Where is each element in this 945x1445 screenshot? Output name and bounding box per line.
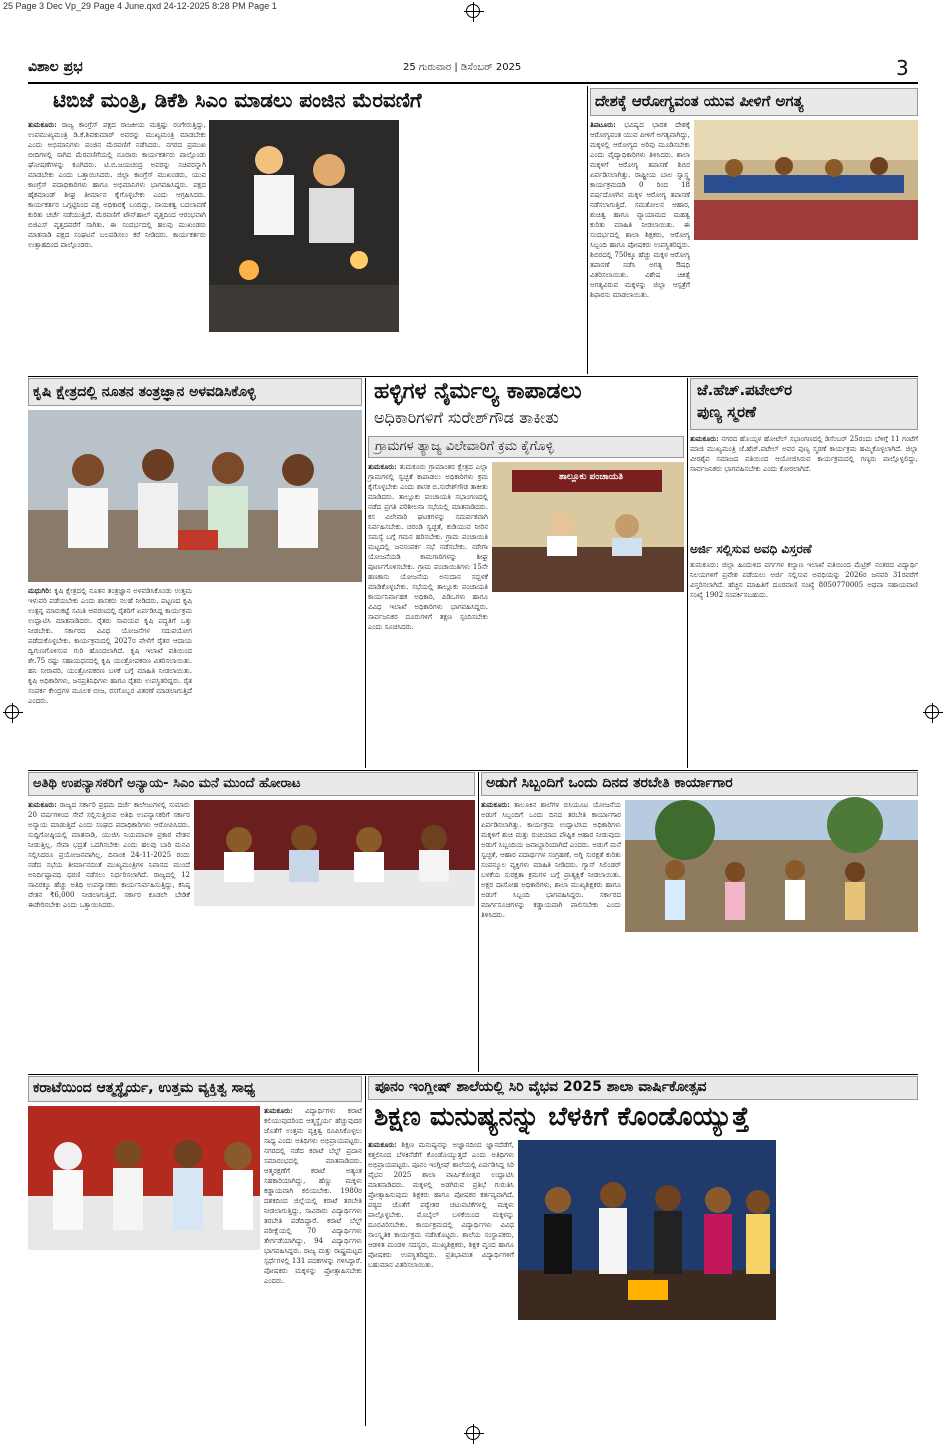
story-karate — [28, 1076, 362, 1426]
story-healthy-youth — [590, 86, 918, 374]
story-patel-remembrance — [690, 378, 918, 768]
story-body-right — [198, 586, 362, 766]
news-photo — [694, 120, 918, 240]
story-agri-technology — [28, 378, 362, 768]
page-number: 3 — [896, 56, 909, 80]
story-body: ತುಮಕೂರು: ನಗರದ ಹೊಯ್ಸಳ ಹೋಟೆಲ್ ಸಭಾಂಗಣದಲ್ಲಿ ಡಿಸೆಂಬರ್ 25ರಂದು ಬೆಳಿಗ್ಗೆ 11 ಗಂಟೆಗೆ ಮಾಜಿ ಮುಖ್ಯಮಂತ್ರಿ ಜೆ.ಹೆಚ್.ಪಟೇಲ್ ಅವರ ಪುಣ್ಯ ಸ್ಮರಣೆ ಕಾರ್ಯಕ್ರಮ ಹಮ್ಮಿಕೊಳ್ಳಲಾಗಿದೆ. ಜಿಲ್ಲಾ ವೀರಶೈವ ಸಮಾಜದ ವತಿಯಿಂದ ಆಯೋಜಿಸಿರುವ ಕಾರ್ಯಕ್ರಮದಲ್ಲಿ ಗಣ್ಯರು ಪಾಲ್ಗೊಳ್ಳಲಿದ್ದು, ಸಾರ್ವಜನಿಕರು ಭಾಗವಹಿಸಬೇಕು ಎಂದು ಕೋರಲಾಗಿದೆ. — [690, 434, 918, 473]
story-body-cont — [209, 336, 399, 372]
registration-mark-icon — [5, 705, 19, 719]
story-headline: ಕರಾಟೆಯಿಂದ ಆತ್ಮಸ್ಥೈರ್ಯ, ಉತ್ತಮ ವ್ಯಕ್ತಿತ್ವ ಸಾಧ್ಯ — [28, 1076, 362, 1102]
story-body-cont — [492, 596, 586, 766]
story-body-right — [780, 1140, 918, 1424]
story-body-cont3 — [650, 1324, 776, 1424]
registration-mark-icon — [466, 1426, 480, 1440]
story-body-right — [198, 1254, 362, 1424]
story-body: ತುಮಕೂರು: ತುಮಕೂರು ಗ್ರಾಮಾಂತರ ಕ್ಷೇತ್ರದ ಎಲ್ಲಾ ಗ್ರಾಮಗಳಲ್ಲಿ ಸ್ವಚ್ಛತೆ ಕಾಪಾಡಲು ಅಧಿಕಾರಿಗಳು ಕ್ರಮ ಕೈಗೊಳ್ಳಬೇಕು ಎಂದು ಶಾಸಕ ಬಿ.ಸುರೇಶ್‌ಗೌಡ ತಾಕೀತು ಮಾಡಿದರು. ತಾಲ್ಲೂಕು ಪಂಚಾಯತಿ ಸಭಾಂಗಣದಲ್ಲಿ ನಡೆದ ಪ್ರಗತಿ ಪರಿಶೀಲನಾ ಸಭೆಯಲ್ಲಿ ಮಾತನಾಡಿದರು. ಕಸ ವಿಲೇವಾರಿ ಘಟಕಗಳನ್ನು ಸಮರ್ಪಕವಾಗಿ ನಿರ್ವಹಿಸಬೇಕು. ಚರಂಡಿ ಸ್ವಚ್ಛತೆ, ಕುಡಿಯುವ ನೀರಿನ ಸಮಸ್ಯೆ ಬಗ್ಗೆ ಗಮನ ಹರಿಸಬೇಕು. ಗ್ರಾಮ ಪಂಚಾಯಿತಿ ಮಟ್ಟದಲ್ಲಿ ಜನಸಂಪರ್ಕ ಸಭೆ ನಡೆಸಬೇಕು. ನರೇಗಾ ಯೋಜನೆಯಡಿ ಕಾಮಗಾರಿಗಳನ್ನು ಶೀಘ್ರ ಪೂರ್ಣಗೊಳಿಸಬೇಕು. ಗ್ರಾಮ ಪಂಚಾಯಿತಿಗಳು 15ನೇ ಹಣಕಾಸು ಯೋಜನೆಯ ಅನುದಾನ ಸದ್ಬಳಕೆ ಮಾಡಿಕೊಳ್ಳಬೇಕು. ಸಭೆಯಲ್ಲಿ ತಾಲ್ಲೂಕು ಪಂಚಾಯತಿ ಕಾರ್ಯನಿರ್ವಾಹಕ ಅಧಿಕಾರಿ, ಪಿಡಿಒಗಳು ಹಾಗೂ ವಿವಿಧ ಇಲಾಖೆ ಅಧಿಕಾರಿಗಳು ಭಾಗವಹಿಸಿದ್ದರು. ಸಾರ್ವಜನಿಕರ ದೂರುಗಳಿಗೆ ತಕ್ಷಣ ಸ್ಪಂದಿಸಬೇಕು ಎಂದು ಸೂಚಿಸಿದರು. — [368, 462, 488, 631]
story-torchlight-procession — [28, 86, 584, 374]
story-subhead: ಗ್ರಾಮಗಳ ತ್ಯಾಜ್ಯ ವಿಲೇವಾರಿಗೆ ಕ್ರಮ ಕೈಗೊಳ್ಳಿ — [368, 436, 684, 458]
paper-name: ವಿಶಾಲ ಪ್ರಭ — [28, 59, 83, 75]
story-headline-main: ಶಿಕ್ಷಣ ಮನುಷ್ಯನನ್ನು ಬೆಳಕಿಗೆ ಕೊಂಡೊಯ್ಯುತ್ತೆ — [374, 1102, 750, 1132]
story-headline-line2: ಅಧಿಕಾರಿಗಳಿಗೆ ಸುರೇಶ್‌ಗೌಡ ತಾಕೀತು — [374, 408, 559, 427]
story-body-2: ತುಮಕೂರು: ಜಿಲ್ಲಾ ಹಿಂದುಳಿದ ವರ್ಗಗಳ ಕಲ್ಯಾಣ ಇಲಾಖೆ ವತಿಯಿಂದ ಮೆಟ್ರಿಕ್ ನಂತರದ ವಿದ್ಯಾರ್ಥಿ ನಿಲಯಗಳಿಗೆ ಪ್ರವೇಶ ಪಡೆಯಲು ಅರ್ಜಿ ಸಲ್ಲಿಸುವ ಅವಧಿಯನ್ನು 2026ರ ಜನವರಿ 31ರವರೆಗೆ ವಿಸ್ತರಿಸಲಾಗಿದೆ. ಹೆಚ್ಚಿನ ಮಾಹಿತಿಗೆ ದೂರವಾಣಿ ಸಂಖ್ಯೆ 8050770005 ಅಥವಾ ಸಹಾಯವಾಣಿ ಸಂಖ್ಯೆ 1902 ಸಂಪರ್ಕಿಸಬಹುದು. — [690, 561, 918, 599]
news-photo — [28, 1106, 260, 1250]
section-rule — [28, 376, 918, 377]
story-body: ತುಮಕೂರು: ತಾಲೂಕಿನ ಶಾಲೆಗಳ ಬಿಸಿಯೂಟ ಯೋಜನೆಯ ಅಡುಗೆ ಸಿಬ್ಬಂದಿಗೆ ಒಂದು ದಿನದ ತರಬೇತಿ ಕಾರ್ಯಾಗಾರ ಏರ್ಪಡಿಸಲಾಗಿತ್ತು. ಕಾರ್ಯಕ್ರಮ ಉದ್ಘಾಟಿಸಿದ ಅಧಿಕಾರಿಗಳು ಮಕ್ಕಳಿಗೆ ಶುಚಿ ಮತ್ತು ರುಚಿಯಾದ ಪೌಷ್ಟಿಕ ಆಹಾರ ನೀಡುವುದು ಅಡುಗೆ ಸಿಬ್ಬಂದಿಯ ಜವಾಬ್ದಾರಿಯಾಗಿದೆ ಎಂದರು. ಅಡುಗೆ ಮನೆ ಸ್ವಚ್ಛತೆ, ಆಹಾರ ಪದಾರ್ಥಗಳ ಸಂಗ್ರಹಣೆ, ಅಗ್ನಿ ಸುರಕ್ಷತೆ ಕುರಿತು ಸಂಪನ್ಮೂಲ ವ್ಯಕ್ತಿಗಳು ಮಾಹಿತಿ ನೀಡಿದರು. ಗ್ಯಾಸ್ ಸಿಲಿಂಡರ್ ಬಳಕೆಯ ಸುರಕ್ಷತಾ ಕ್ರಮಗಳ ಬಗ್ಗೆ ಪ್ರಾತ್ಯಕ್ಷಿಕೆ ನೀಡಲಾಯಿತು. ಅಕ್ಷರ ದಾಸೋಹ ಅಧಿಕಾರಿಗಳು, ಶಾಲಾ ಮುಖ್ಯಶಿಕ್ಷಕರು ಹಾಗೂ ಅಡುಗೆ ಸಿಬ್ಬಂದಿ ಭಾಗವಹಿಸಿದ್ದರು. ಸರ್ಕಾರದ ಮಾರ್ಗಸೂಚಿಗಳನ್ನು ಕಡ್ಡಾಯವಾಗಿ ಪಾಲಿಸಬೇಕು ಎಂದು ತಿಳಿಸಿದರು. — [481, 800, 621, 919]
news-photo — [209, 120, 399, 332]
section-rule — [28, 1074, 918, 1075]
story-body-right — [808, 244, 918, 372]
story-body-right — [336, 910, 475, 1070]
story-cooking-staff-training — [481, 772, 918, 1072]
story-body-cont2 — [518, 1324, 644, 1424]
column-rule — [587, 86, 588, 374]
registration-mark-icon — [466, 4, 480, 18]
column-rule — [687, 378, 688, 768]
story-body: ತುಮಕೂರು: ಶಿಕ್ಷಣ ಮನುಷ್ಯನನ್ನು ಅಜ್ಞಾನದಿಂದ ಜ್ಞಾನದೆಡೆಗೆ, ಕತ್ತಲಿನಿಂದ ಬೆಳಕಿನೆಡೆಗೆ ಕೊಂಡೊಯ್ಯುತ್ತದೆ ಎಂದು ಅತಿಥಿಗಳು ಅಭಿಪ್ರಾಯಪಟ್ಟರು. ಪೂನಂ ಇಂಗ್ಲೀಷ್ ಶಾಲೆಯಲ್ಲಿ ಏರ್ಪಡಿಸಿದ್ದ ಸಿರಿ ವೈಭವ 2025 ಶಾಲಾ ವಾರ್ಷಿಕೋತ್ಸವ ಉದ್ಘಾಟಿಸಿ ಮಾತನಾಡಿದರು. ಮಕ್ಕಳಲ್ಲಿ ಅಡಗಿರುವ ಪ್ರತಿಭೆ ಗುರುತಿಸಿ ಪ್ರೋತ್ಸಾಹಿಸುವುದು ಶಿಕ್ಷಕರು ಹಾಗೂ ಪೋಷಕರ ಕರ್ತವ್ಯವಾಗಿದೆ. ಪಠ್ಯದ ಜೊತೆಗೆ ಪಠ್ಯೇತರ ಚಟುವಟಿಕೆಗಳಲ್ಲಿ ಮಕ್ಕಳು ಪಾಲ್ಗೊಳ್ಳಬೇಕು. ಮೊಬೈಲ್ ಬಳಕೆಯಿಂದ ಮಕ್ಕಳನ್ನು ದೂರವಿರಿಸಬೇಕು. ಕಾರ್ಯಕ್ರಮದಲ್ಲಿ ವಿದ್ಯಾರ್ಥಿಗಳು ವಿವಿಧ ಸಾಂಸ್ಕೃತಿಕ ಕಾರ್ಯಕ್ರಮ ನಡೆಸಿಕೊಟ್ಟರು. ಶಾಲೆಯ ಸಂಸ್ಥಾಪಕರು, ಆಡಳಿತ ಮಂಡಳಿ ಸದಸ್ಯರು, ಮುಖ್ಯಶಿಕ್ಷಕರು, ಶಿಕ್ಷಕ ವೃಂದ ಹಾಗೂ ಪೋಷಕರು ಉಪಸ್ಥಿತರಿದ್ದರು. ಪ್ರತಿಭಾವಂತ ವಿದ್ಯಾರ್ಥಿಗಳಿಗೆ ಬಹುಮಾನ ವಿತರಿಸಲಾಯಿತು. — [368, 1140, 514, 1269]
column-rule — [478, 772, 479, 1072]
registration-mark-icon — [925, 705, 939, 719]
story-body-cont — [694, 244, 804, 372]
news-photo — [194, 800, 475, 906]
story-body: ತುಮಕೂರು: ರಾಜ್ಯದ ಸರ್ಕಾರಿ ಪ್ರಥಮ ದರ್ಜೆ ಕಾಲೇಜುಗಳಲ್ಲಿ ಸುಮಾರು 20 ವರ್ಷಗಳಿಂದ ಸೇವೆ ಸಲ್ಲಿಸುತ್ತಿರುವ ಅತಿಥಿ ಉಪನ್ಯಾಸಕರಿಗೆ ಸರ್ಕಾರ ಅನ್ಯಾಯ ಮಾಡುತ್ತಿದೆ ಎಂದು ಸಂಘದ ಪದಾಧಿಕಾರಿಗಳು ಆರೋಪಿಸಿದರು. ಸುದ್ದಿಗೋಷ್ಠಿಯಲ್ಲಿ ಮಾತನಾಡಿ, ಯುಜಿಸಿ ನಿಯಮಾವಳಿ ಪ್ರಕಾರ ವೇತನ ನೀಡುತ್ತಿಲ್ಲ. ಸೇವಾ ಭದ್ರತೆ ಒದಗಿಸಬೇಕು ಎಂದು ಹಲವು ಬಾರಿ ಮನವಿ ಸಲ್ಲಿಸಿದರೂ ಪ್ರಯೋಜನವಾಗಿಲ್ಲ. ದಿನಾಂಕ 24-11-2025 ರಂದು ನಡೆದ ಸಭೆಯ ತೀರ್ಮಾನದಂತೆ ಮುಖ್ಯಮಂತ್ರಿಗಳ ನಿವಾಸದ ಮುಂದೆ ಅನಿರ್ದಿಷ್ಟಾವಧಿ ಧರಣಿ ನಡೆಸಲು ನಿರ್ಧರಿಸಲಾಗಿದೆ. ರಾಜ್ಯದಲ್ಲಿ 12 ಸಾವಿರಕ್ಕೂ ಹೆಚ್ಚು ಅತಿಥಿ ಉಪನ್ಯಾಸಕರು ಕಾರ್ಯನಿರ್ವಹಿಸುತ್ತಿದ್ದು, ಕನಿಷ್ಠ ವೇತನ ₹6,000 ನೀಡಲಾಗುತ್ತಿದೆ. ಸರ್ಕಾರ ಕೂಡಲೇ ಬೇಡಿಕೆ ಈಡೇರಿಸಬೇಕು ಎಂದು ಒತ್ತಾಯಿಸಿದರು. — [28, 800, 190, 909]
story-headline: ಟಿಬಿಜೆ ಮಂತ್ರಿ, ಡಿಕೆಶಿ ಸಿಎಂ ಮಾಡಲು ಪಂಜಿನ ಮೆರವಣಿಗೆ — [53, 88, 422, 112]
news-photo — [28, 410, 362, 582]
story-school-anniversary — [368, 1076, 918, 1426]
story-headline: ದೇಶಕ್ಕೆ ಆರೋಗ್ಯವಂತ ಯುವ ಪೀಳಿಗೆ ಅಗತ್ಯ — [590, 88, 918, 116]
story-headline: ಕೃಷಿ ಕ್ಷೇತ್ರದಲ್ಲಿ ನೂತನ ತಂತ್ರಜ್ಞಾನ ಅಳವಡಿಸಿಕೊಳ್ಳಿ — [28, 378, 362, 406]
story-body: ತುಮಕೂರು: ರಾಜ್ಯ ಕಾಂಗ್ರೆಸ್ ಪಕ್ಷದ ರಾಜಕೀಯ ಮತ್ತಷ್ಟು ರಂಗೇರುತ್ತಿದ್ದು, ಉಪಮುಖ್ಯಮಂತ್ರಿ ಡಿ.ಕೆ.ಶಿವಕುಮಾರ್ ಅವರನ್ನು ಮುಖ್ಯಮಂತ್ರಿ ಮಾಡಬೇಕು ಎಂದು ಅಭಿಮಾನಿಗಳು ಪಂಜಿನ ಮೆರವಣಿಗೆ ನಡೆಸಿದರು. ನಗರದ ಪ್ರಮುಖ ಬೀದಿಗಳಲ್ಲಿ ಸಾಗಿದ ಮೆರವಣಿಗೆಯಲ್ಲಿ ನೂರಾರು ಕಾರ್ಯಕರ್ತರು ಪಾಲ್ಗೊಂಡು ಘೋಷಣೆಗಳನ್ನು ಕೂಗಿದರು. ಟಿ.ಬಿ.ಜಯಚಂದ್ರ ಅವರನ್ನು ಸಚಿವರನ್ನಾಗಿ ಮಾಡಬೇಕು ಎಂದು ಒತ್ತಾಯಿಸಿದರು. ಜಿಲ್ಲಾ ಕಾಂಗ್ರೆಸ್ ಮುಖಂಡರು, ಯುವ ಕಾಂಗ್ರೆಸ್ ಪದಾಧಿಕಾರಿಗಳು ಹಾಗೂ ಅಭಿಮಾನಿಗಳು ಭಾಗವಹಿಸಿದ್ದರು. ಪಕ್ಷದ ಹೈಕಮಾಂಡ್ ಶೀಘ್ರ ತೀರ್ಮಾನ ಕೈಗೊಳ್ಳಬೇಕು ಎಂದು ಆಗ್ರಹಿಸಿದರು. ಕಾರ್ಯಕರ್ತರ ಒಗ್ಗಟ್ಟಿನಿಂದ ಪಕ್ಷ ಅಧಿಕಾರಕ್ಕೆ ಬಂದಿದ್ದು, ನಾಯಕತ್ವ ಬದಲಾವಣೆ ಕುರಿತು ಚರ್ಚೆ ನಡೆಯುತ್ತಿದೆ. ಮೆರವಣಿಗೆ ಟೌನ್‌ಹಾಲ್ ವೃತ್ತದಿಂದ ಆರಂಭವಾಗಿ ಬಿಜಿಎಸ್ ವೃತ್ತದವರೆಗೆ ಸಾಗಿತು. ಈ ಸಂದರ್ಭದಲ್ಲಿ ಹಲವು ಮುಖಂಡರು ಮಾತನಾಡಿ ಪಕ್ಷದ ಸಂಘಟನೆ ಬಲಪಡಿಸಲು ಕರೆ ನೀಡಿದರು. ಕಾರ್ಯಕರ್ತರು ಉತ್ಸಾಹದಿಂದ ಪಾಲ್ಗೊಂಡರು. — [28, 120, 206, 249]
story-headline: ಹಳ್ಳಿಗಳ ನೈರ್ಮಲ್ಯ ಕಾಪಾಡಲು — [374, 379, 582, 404]
story-body-right — [590, 596, 684, 766]
photo-banner-text: ತಾಲ್ಲೂಕು ಪಂಚಾಯತಿ — [558, 472, 624, 482]
story-body-right — [404, 120, 582, 370]
story-body: ಮಧುಗಿರಿ: ಕೃಷಿ ಕ್ಷೇತ್ರದಲ್ಲಿ ನೂತನ ತಂತ್ರಜ್ಞಾನ ಅಳವಡಿಸಿಕೊಂಡು ಉತ್ತಮ ಇಳುವರಿ ಪಡೆಯಬೇಕು ಎಂದು ಶಾಸಕರು ಸಲಹೆ ನೀಡಿದರು. ಪಟ್ಟಣದ ಕೃಷಿ ಉತ್ಪನ್ನ ಮಾರುಕಟ್ಟೆ ಸಮಿತಿ ಆವರಣದಲ್ಲಿ ರೈತರಿಗೆ ಏರ್ಪಡಿಸಿದ್ದ ಕಾರ್ಯಕ್ರಮ ಉದ್ಘಾಟಿಸಿ ಮಾತನಾಡಿದರು. ರೈತರು ಸಾವಯವ ಕೃಷಿ ಪದ್ಧತಿಗೆ ಒತ್ತು ನೀಡಬೇಕು. ಸರ್ಕಾರದ ವಿವಿಧ ಯೋಜನೆಗಳ ಸದುಪಯೋಗ ಪಡೆದುಕೊಳ್ಳಬೇಕು. ಕಾರ್ಯಕ್ರಮದಲ್ಲಿ 2027ರ ವೇಳೆಗೆ ರೈತರ ಆದಾಯ ದ್ವಿಗುಣಗೊಳಿಸುವ ಗುರಿ ಹೊಂದಲಾಗಿದೆ. ಕೃಷಿ ಇಲಾಖೆ ವತಿಯಿಂದ ಶೇ.75 ರಷ್ಟು ಸಹಾಯಧನದಲ್ಲಿ ಕೃಷಿ ಯಂತ್ರೋಪಕರಣ ವಿತರಿಸಲಾಯಿತು. ಹನಿ ನೀರಾವರಿ, ಯಂತ್ರೋಪಕರಣ ಬಳಕೆ ಬಗ್ಗೆ ಮಾಹಿತಿ ನೀಡಲಾಯಿತು. ಕೃಷಿ ಅಧಿಕಾರಿಗಳು, ಜನಪ್ರತಿನಿಧಿಗಳು ಹಾಗೂ ರೈತರು ಉಪಸ್ಥಿತರಿದ್ದರು. ರೈತ ಸಂಪರ್ಕ ಕೇಂದ್ರಗಳ ಮೂಲಕ ಬೀಜ, ರಸಗೊಬ್ಬರ ವಿತರಣೆ ಮಾಡಲಾಗುತ್ತಿದೆ ಎಂದರು. — [28, 586, 192, 705]
story-body: ತುಮಕೂರು: ವಿದ್ಯಾರ್ಥಿಗಳು ಕರಾಟೆ ಕಲಿಯುವುದರಿಂದ ಆತ್ಮಸ್ಥೈರ್ಯ ಹೆಚ್ಚುವುದರ ಜೊತೆಗೆ ಉತ್ತಮ ವ್ಯಕ್ತಿತ್ವ ರೂಪಿಸಿಕೊಳ್ಳಲು ಸಾಧ್ಯ ಎಂದು ಅತಿಥಿಗಳು ಅಭಿಪ್ರಾಯಪಟ್ಟರು. ನಗರದಲ್ಲಿ ನಡೆದ ಕರಾಟೆ ಬೆಲ್ಟ್ ಪ್ರದಾನ ಸಮಾರಂಭದಲ್ಲಿ ಮಾತನಾಡಿದರು. ಆತ್ಮರಕ್ಷಣೆಗೆ ಕರಾಟೆ ಅತ್ಯಂತ ಸಹಕಾರಿಯಾಗಿದ್ದು, ಹೆಣ್ಣು ಮಕ್ಕಳು ಕಡ್ಡಾಯವಾಗಿ ಕಲಿಯಬೇಕು. 1980ರ ದಶಕದಿಂದ ಜಿಲ್ಲೆಯಲ್ಲಿ ಕರಾಟೆ ತರಬೇತಿ ನೀಡಲಾಗುತ್ತಿದ್ದು, ಸಾವಿರಾರು ವಿದ್ಯಾರ್ಥಿಗಳು ತರಬೇತಿ ಪಡೆದಿದ್ದಾರೆ. ಕರಾಟೆ ಬೆಲ್ಟ್ ಪರೀಕ್ಷೆಯಲ್ಲಿ 70 ವಿದ್ಯಾರ್ಥಿಗಳು ತೇರ್ಗಡೆಯಾಗಿದ್ದು, 94 ವಿದ್ಯಾರ್ಥಿಗಳು ಭಾಗವಹಿಸಿದ್ದರು. ರಾಜ್ಯ ಮತ್ತು ರಾಷ್ಟ್ರಮಟ್ಟದ ಸ್ಪರ್ಧೆಗಳಲ್ಲಿ 131 ಪದಕಗಳನ್ನು ಗಳಿಸಿದ್ದಾರೆ. ಪೋಷಕರು ಮಕ್ಕಳನ್ನು ಪ್ರೋತ್ಸಾಹಿಸಬೇಕು ಎಂದರು. — [264, 1106, 362, 1285]
column-rule — [365, 1076, 366, 1426]
story-body-cont — [625, 936, 767, 1070]
print-slug: 25 Page 3 Dec Vp_29 Page 4 June.qxd 24-12-2025 8:28 PM Page 1 — [3, 1, 277, 11]
story-body: ತಿಪಟೂರು: ಭವಿಷ್ಯದ ಭಾರತ ದೇಶಕ್ಕೆ ಆರೋಗ್ಯವಂತ ಯುವ ಪೀಳಿಗೆ ಅಗತ್ಯವಾಗಿದ್ದು, ಮಕ್ಕಳಲ್ಲಿ ಆರೋಗ್ಯದ ಅರಿವು ಮೂಡಿಸಬೇಕು ಎಂದು ವೈದ್ಯಾಧಿಕಾರಿಗಳು ತಿಳಿಸಿದರು. ಶಾಲಾ ಮಕ್ಕಳಿಗೆ ಆರೋಗ್ಯ ತಪಾಸಣೆ ಶಿಬಿರ ಏರ್ಪಡಿಸಲಾಗಿತ್ತು. ರಾಷ್ಟ್ರೀಯ ಬಾಲ ಸ್ವಾಸ್ಥ್ಯ ಕಾರ್ಯಕ್ರಮದಡಿ 0 ರಿಂದ 18 ವರ್ಷದೊಳಗಿನ ಮಕ್ಕಳ ಆರೋಗ್ಯ ತಪಾಸಣೆ ನಡೆಸಲಾಗುತ್ತಿದೆ. ಸಮತೋಲನ ಆಹಾರ, ಶುಚಿತ್ವ ಹಾಗೂ ವ್ಯಾಯಾಮದ ಮಹತ್ವ ಕುರಿತು ಮಾಹಿತಿ ನೀಡಲಾಯಿತು. ಈ ಸಂದರ್ಭದಲ್ಲಿ ಶಾಲಾ ಶಿಕ್ಷಕರು, ಆರೋಗ್ಯ ಸಿಬ್ಬಂದಿ ಹಾಗೂ ಪೋಷಕರು ಉಪಸ್ಥಿತರಿದ್ದರು. ಶಿಬಿರದಲ್ಲಿ 750ಕ್ಕೂ ಹೆಚ್ಚು ಮಕ್ಕಳ ಆರೋಗ್ಯ ತಪಾಸಣೆ ನಡೆಸಿ ಅಗತ್ಯ ಔಷಧಿ ವಿತರಿಸಲಾಯಿತು. ವಿಶೇಷ ಚಿಕಿತ್ಸೆ ಅಗತ್ಯವಿರುವ ಮಕ್ಕಳನ್ನು ಜಿಲ್ಲಾ ಆಸ್ಪತ್ರೆಗೆ ಶಿಫಾರಸು ಮಾಡಲಾಯಿತು. — [590, 120, 690, 299]
news-photo — [492, 462, 684, 592]
issue-date: 25 ಗುರುವಾರ | ಡಿಸೆಂಬರ್ 2025 — [403, 62, 522, 73]
story-headline-line2: ಪುಣ್ಯ ಸ್ಮರಣೆ — [697, 402, 756, 421]
story-body-right — [773, 936, 918, 1070]
story-headline: ಅತಿಥಿ ಉಪನ್ಯಾಸಕರಿಗೆ ಅನ್ಯಾಯ- ಸಿಎಂ ಮನೆ ಮುಂದೆ ಹೋರಾಟ — [28, 772, 475, 796]
story-guest-lecturers — [28, 772, 475, 1072]
story-headline-box — [690, 378, 918, 430]
news-photo — [518, 1140, 776, 1320]
story-headline: ಅಡುಗೆ ಸಿಬ್ಬಂದಿಗೆ ಒಂದು ದಿನದ ತರಬೇತಿ ಕಾರ್ಯಾಗಾರ — [481, 772, 918, 796]
news-photo — [625, 800, 918, 932]
story-body-cont — [368, 1384, 514, 1424]
story-headline: ಪೂನಂ ಇಂಗ್ಲೀಷ್ ಶಾಲೆಯಲ್ಲಿ ಸಿರಿ ವೈಭವ 2025 ಶಾಲಾ ವಾರ್ಷಿಕೋತ್ಸವ — [368, 1076, 918, 1100]
story-headline: ಜೆ.ಹೆಚ್.ಪಟೇಲ್‌ರ — [697, 381, 793, 399]
story-village-sanitation — [368, 378, 684, 768]
story-body-cont — [194, 910, 332, 1070]
masthead-rule — [28, 82, 918, 84]
section-rule — [28, 770, 918, 771]
column-rule — [365, 378, 366, 768]
story-body-cont — [28, 1254, 192, 1424]
story-subhead: ಅರ್ಜಿ ಸಲ್ಲಿಸುವ ಅವಧಿ ವಿಸ್ತರಣೆ — [690, 542, 812, 556]
